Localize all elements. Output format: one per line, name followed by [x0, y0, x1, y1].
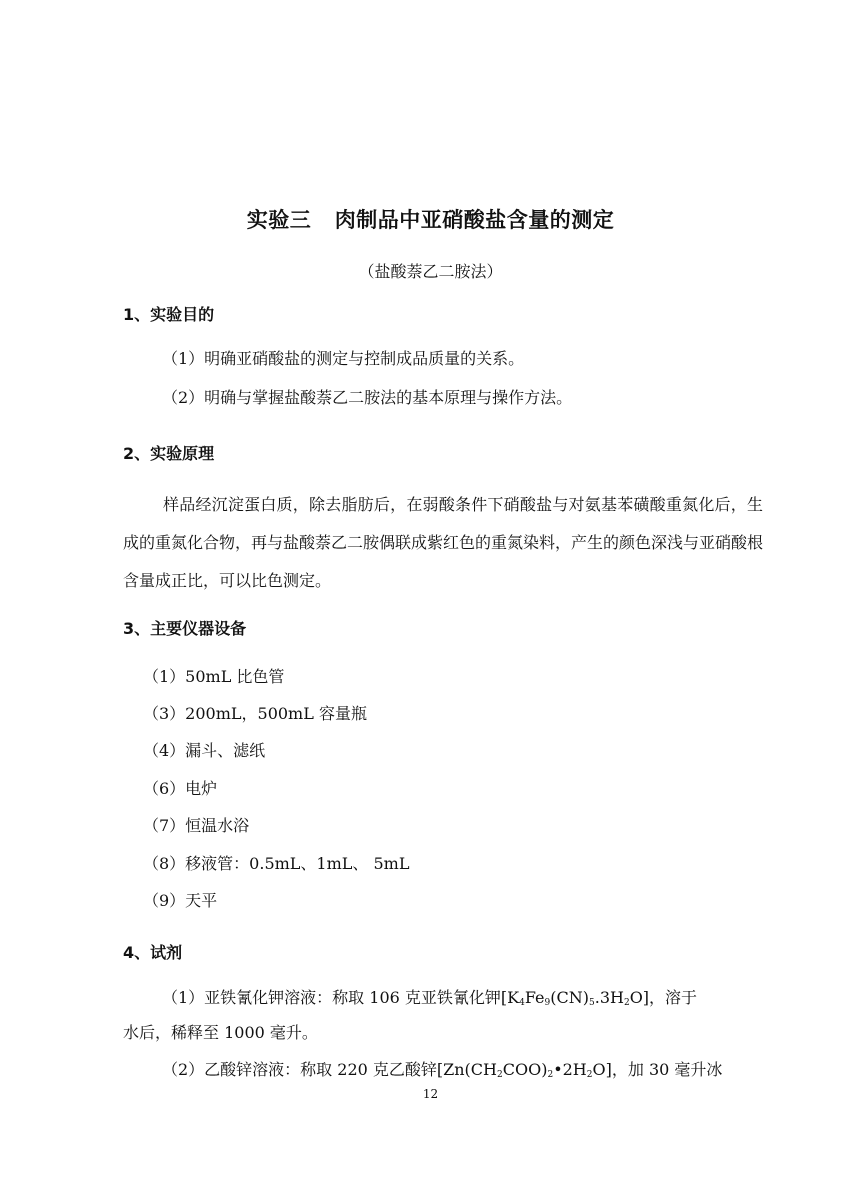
reagent-text: （2）乙酸锌溶液：称取 220 克乙酸锌[Zn(CH [162, 1060, 497, 1079]
subscript: 5 [589, 998, 595, 1008]
objective-item: （2）明确与掌握盐酸萘乙二胺法的基本原理与操作方法。 [162, 388, 573, 407]
reagent-item [162, 1057, 722, 1080]
reagent-text: (CN) [550, 988, 589, 1007]
equipment-item: （9）天平 [143, 891, 218, 910]
equipment-item: （8）移液管：0.5mL、1mL、 5mL [143, 854, 410, 873]
principle-paragraph: 样品经沉淀蛋白质，除去脂肪后，在弱酸条件下硝酸盐与对氨基苯磺酸重氮化后，生成的重氮化合物，再与盐酸萘乙二胺偶联成紫红色的重氮染料，产生的颜色深浅与亚硝酸根含量成正比，可以比色测定。 [123, 495, 764, 590]
reagent-text: O]，加 30 毫升冰 [592, 1060, 723, 1079]
reagent-text: （1）亚铁氰化钾溶液：称取 106 克亚铁氰化钾[K [162, 988, 520, 1007]
section-heading-principle: 2、实验原理 [123, 444, 215, 463]
reagent-text: •2H [553, 1060, 587, 1079]
document-title: 实验三 肉制品中亚硝酸盐含量的测定 [246, 208, 615, 232]
equipment-item: （1）50mL 比色管 [143, 667, 285, 686]
section-heading-reagents: 4、试剂 [123, 943, 183, 962]
equipment-item: （7）恒温水浴 [143, 816, 250, 835]
subscript: 2 [586, 1070, 593, 1080]
equipment-item: （3）200mL，500mL 容量瓶 [143, 704, 367, 723]
subscript: 2 [623, 998, 630, 1008]
reagent-text: COO) [502, 1060, 548, 1079]
reagent-text: O]，溶于 [629, 988, 698, 1007]
equipment-item: （6）电炉 [143, 779, 218, 798]
subscript: 4 [519, 998, 525, 1008]
subscript: 2 [547, 1070, 554, 1080]
reagent-item [162, 985, 697, 1008]
subscript: 9 [544, 998, 551, 1008]
section-heading-equipment: 3、主要仪器设备 [123, 619, 247, 638]
reagent-text: .3H [594, 988, 624, 1007]
subscript: 2 [497, 1070, 503, 1080]
document-subtitle: （盐酸萘乙二胺法） [358, 262, 503, 281]
equipment-item: （4）漏斗、滤纸 [143, 741, 266, 760]
page-number: 12 [422, 1087, 439, 1101]
objective-item: （1）明确亚硝酸盐的测定与控制成品质量的关系。 [162, 349, 525, 368]
section-heading-objectives: 1、实验目的 [123, 305, 215, 324]
reagent-text: Fe [524, 988, 545, 1007]
reagent-item-continuation: 水后，稀释至 1000 毫升。 [123, 1023, 318, 1042]
